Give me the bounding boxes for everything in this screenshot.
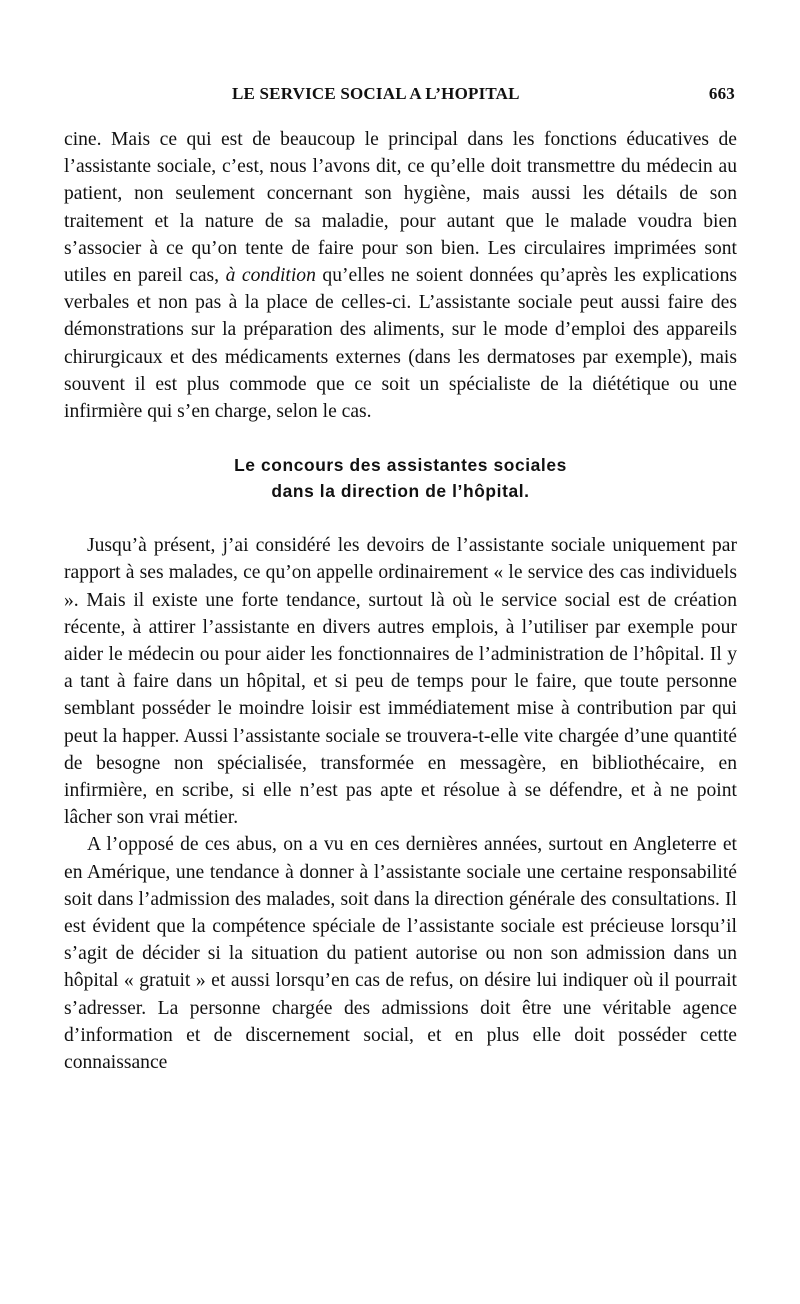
section-heading-line-1: Le concours des assistantes sociales <box>234 455 567 476</box>
paragraph-individual-cases: Jusqu’à présent, j’ai considéré les devoirs de l’assistante sociale uniquement par rapport à ses malades, ce qu’on appelle ordinairement « le service des cas individuels ». Mais il existe une forte tendance, surtout là où le service social est de création récente, à attirer l’assistante en divers autres emplois, à l’utiliser par exemple pour aider le médecin ou pour aider les fonctionnaires de l’administration de l’hôpital. Il y a tant à faire dans un hôpital, et si peu de temps pour le faire, que toute personne semblant posséder le moindre loisir est immédiatement mise à contribution par qui peut la happer. Aussi l’assistante sociale se trouvera-t-elle vite chargée d’une quantité de besogne non spécialisée, transformée en messagère, en bibliothécaire, en infirmière, en scribe, si elle n’est pas apte et résolue à se défendre, et à ne point lâcher son vrai métier. <box>64 535 737 829</box>
running-title: LE SERVICE SOCIAL A L’HOPITAL <box>232 84 520 103</box>
emphasis-text: à condition <box>225 265 316 287</box>
book-page <box>64 84 737 1076</box>
section-heading-line-2: dans la direction de l’hôpital. <box>271 481 530 502</box>
page-number: 663 <box>708 84 735 103</box>
paragraph-text-continued: qu’elles ne soient données qu’après les explications verbales et non pas à la place de celles-ci. L’assistante sociale peut aussi faire des démonstrations sur la préparation des aliments, sur le mode d’emploi des appareils chirurgicaux et des médicaments externes (dans les dermatoses par exemple), mais souvent il est plus commode que ce soit un spécialiste de la diététique ou une infirmière qui s’en charge, selon le cas. <box>64 265 737 423</box>
paragraph-admissions: A l’opposé de ces abus, on a vu en ces dernières années, surtout en Angleterre et en Amérique, une tendance à donner à l’assistante sociale une certaine responsabilité soit dans l’admission des malades, soit dans la direction générale des consultations. Il est évident que la compétence spéciale de l’assistante sociale est précieuse lorsqu’il s’agit de décider si la situation du patient autorise ou non son admission dans un hôpital « gratuit » et aussi lorsqu’en cas de refus, on désire lui indiquer où il pourrait s’adresser. La personne chargée des admissions doit être une véritable agence d’information et de discernement social, et en plus elle doit posséder cette connaissance <box>64 834 737 1074</box>
paragraph-text: cine. Mais ce qui est de beaucoup le principal dans les fonctions éducatives de l’assistante sociale, c’est, nous l’avons dit, ce qu’elle doit transmettre du médecin au patient, non seulement concernant son hygiène, mais aussi les détails de son traitement et la nature de sa maladie, pour autant que le malade voudra bien s’associer à ce qu’on tente de faire pour son bien. Les circulaires imprimées sont utiles en pareil cas, <box>64 129 737 287</box>
paragraph-continued <box>64 126 737 425</box>
running-header <box>64 84 737 110</box>
section-heading <box>64 452 737 504</box>
